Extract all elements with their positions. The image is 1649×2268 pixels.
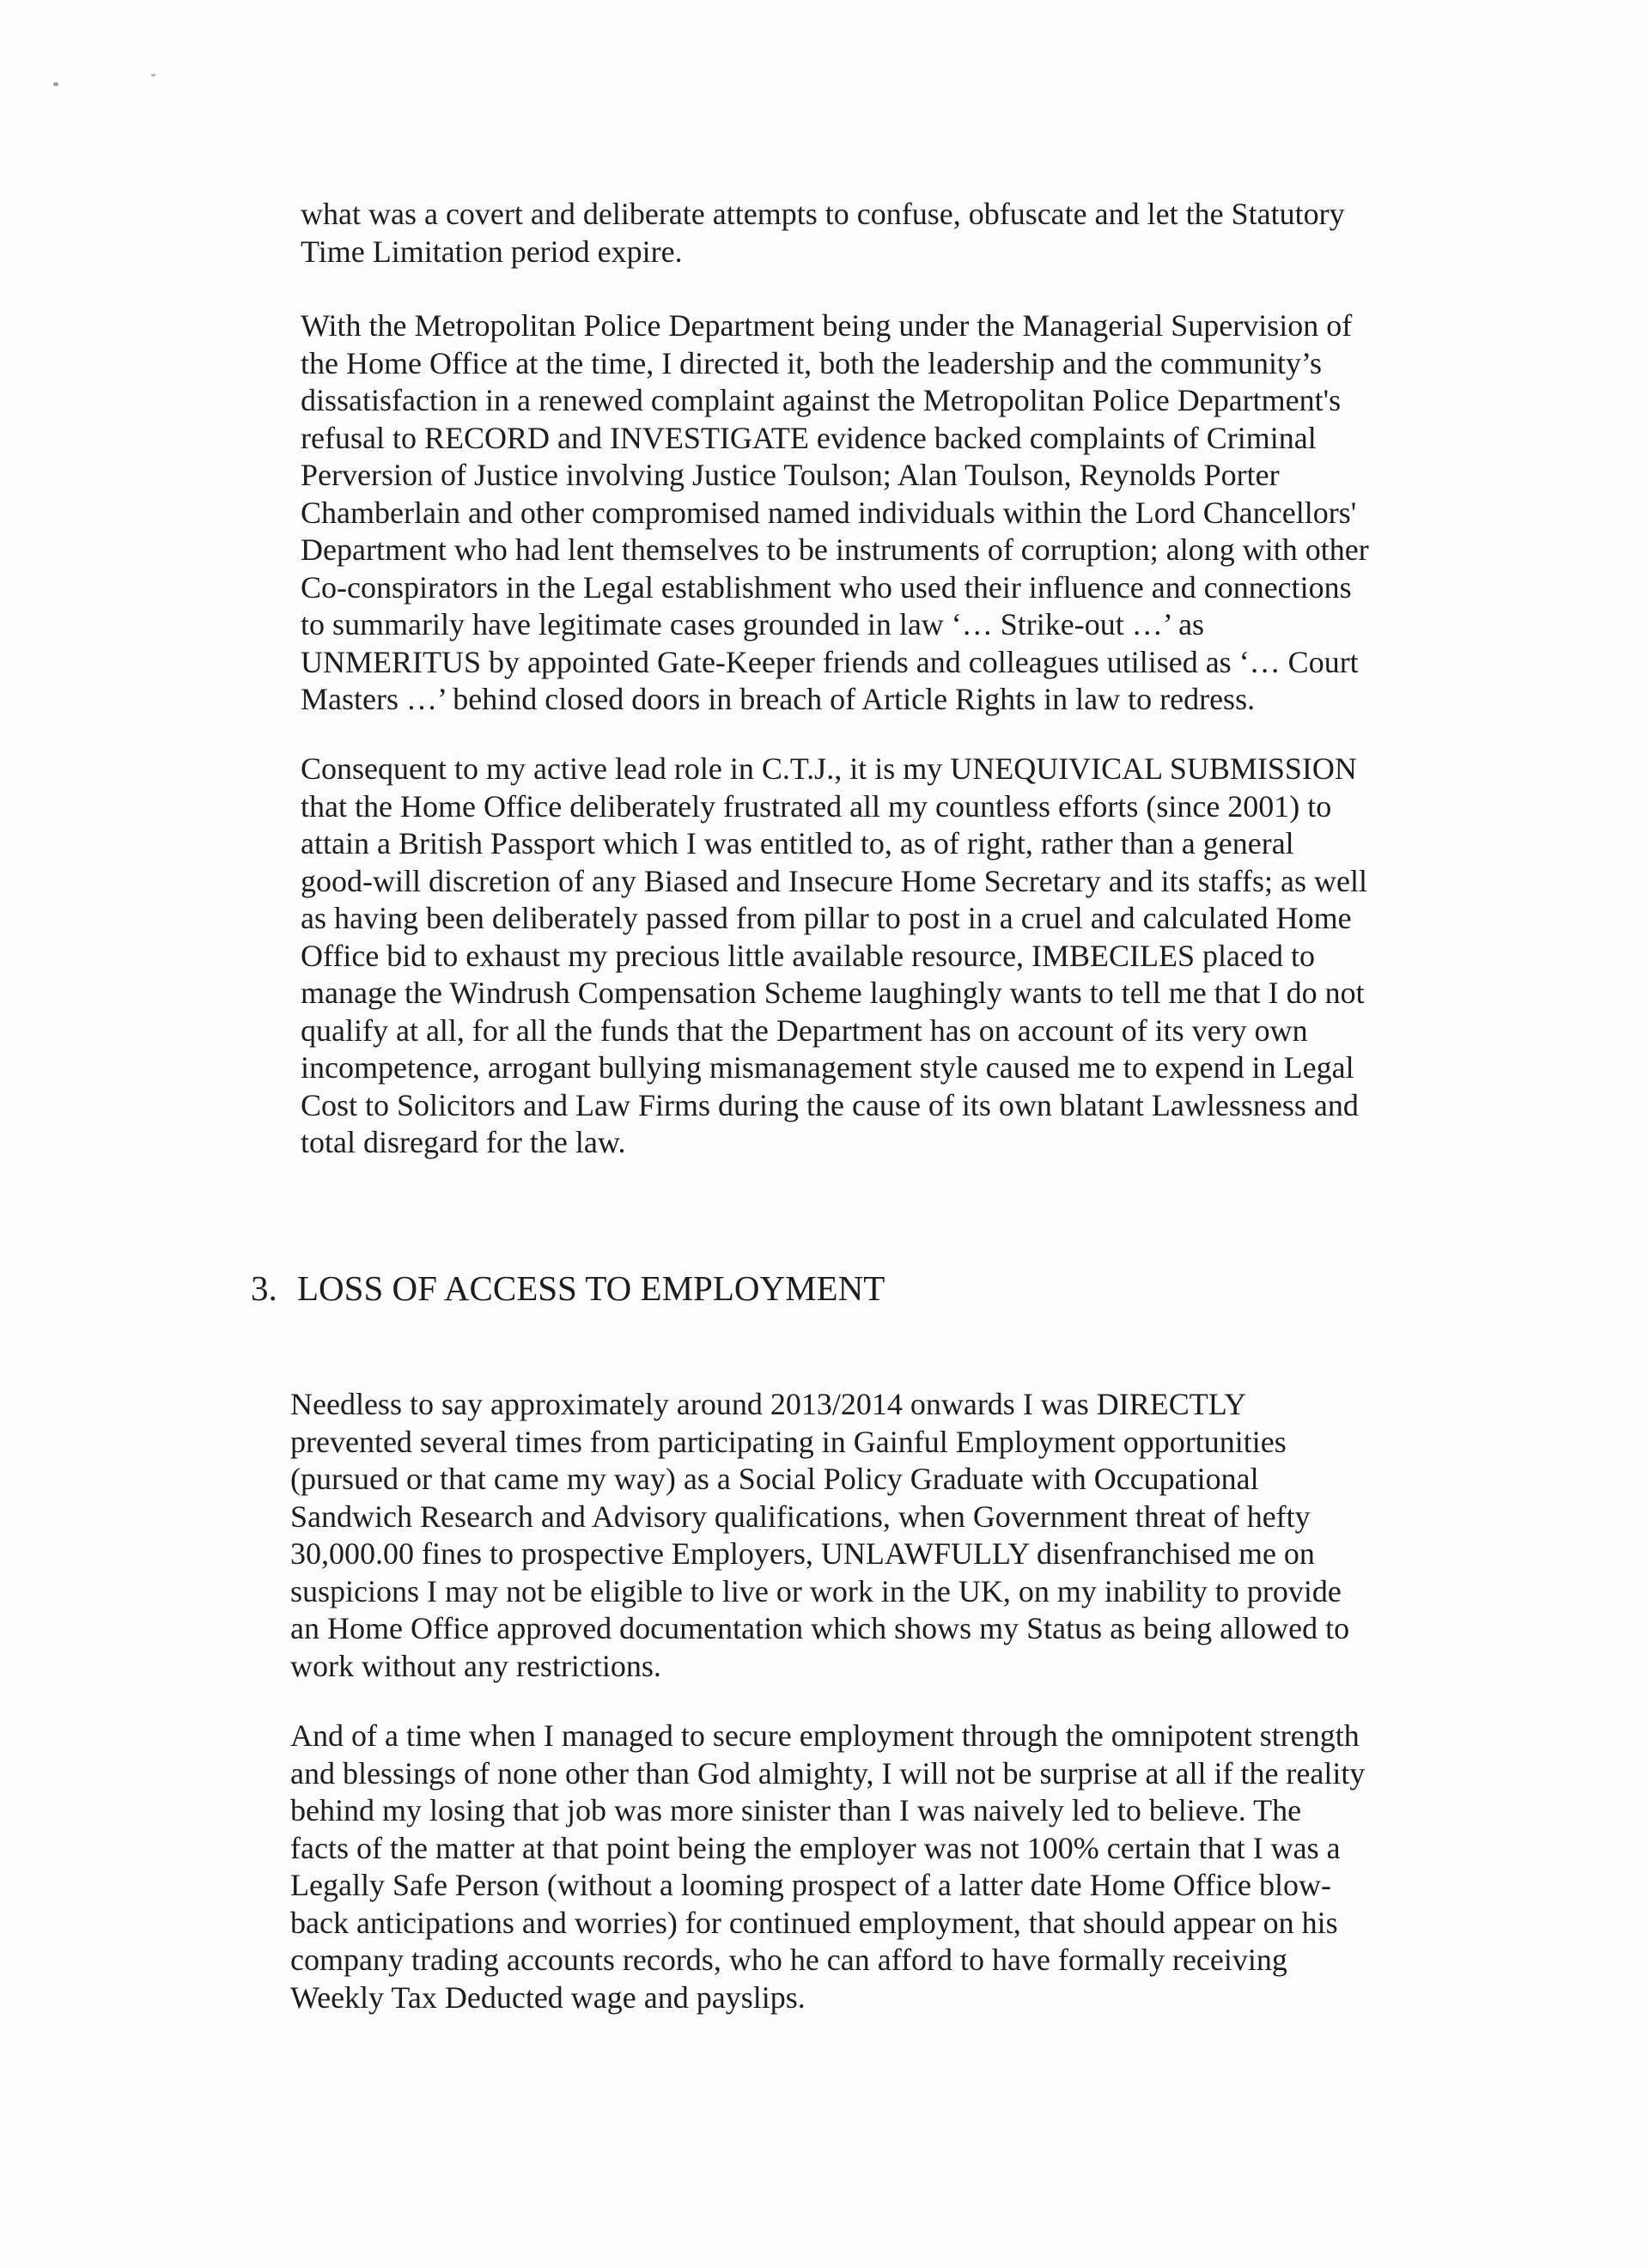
text-line: and blessings of none other than God almighty, I will not be surprise at all if the reality: [290, 1755, 1366, 1791]
text-line: to summarily have legitimate cases grounded in law ‘… Strike-out …’ as: [301, 607, 1205, 641]
text-line: Time Limitation period expire.: [301, 234, 683, 269]
text-line: prevented several times from participating in Gainful Employment opportunities: [290, 1424, 1287, 1459]
text-line: dissatisfaction in a renewed complaint against the Metropolitan Police Department's: [301, 383, 1342, 417]
text-line: that the Home Office deliberately frustrated all my countless efforts (since 2001) to: [301, 788, 1332, 824]
text-line: Department who had lent themselves to be instruments of corruption; along with other: [301, 532, 1369, 567]
text-line: refusal to RECORD and INVESTIGATE evidence backed complaints of Criminal: [301, 420, 1317, 455]
text-line: 30,000.00 fines to prospective Employers, UNLAWFULLY disenfranchised me on: [290, 1536, 1315, 1571]
text-line: manage the Windrush Compensation Scheme laughingly wants to tell me that I do not: [301, 976, 1365, 1010]
text-line: Consequent to my active lead role in C.T.J., it is my UNEQUIVICAL SUBMISSION: [301, 751, 1357, 786]
scan-speck: [151, 74, 155, 76]
text-line: With the Metropolitan Police Department being under the Managerial Supervision of: [301, 308, 1353, 343]
paragraph-continuation: [301, 196, 1345, 271]
section-number: 3.: [251, 1268, 277, 1308]
text-line: Weekly Tax Deducted wage and payslips.: [290, 1979, 806, 2015]
text-line: Legally Safe Person (without a looming prospect of a latter date Home Office blow-: [290, 1868, 1331, 1902]
text-line: back anticipations and worries) for continued employment, that should appear on his: [290, 1905, 1338, 1940]
text-line: good-will discretion of any Biased and Insecure Home Secretary and its staffs; as well: [301, 863, 1367, 898]
section-heading: [251, 1262, 885, 1314]
text-line: the Home Office at the time, I directed it, both the leadership and the community’s: [301, 345, 1322, 380]
text-line: behind my losing that job was more sinister than I was naively led to believe. The: [290, 1793, 1302, 1827]
text-line: (pursued or that came my way) as a Social Policy Graduate with Occupational: [290, 1462, 1259, 1496]
paragraph-home-office-passport: [301, 751, 1367, 1162]
text-line: facts of the matter at that point being the employer was not 100% certain that I was a: [290, 1830, 1341, 1865]
text-line: incompetence, arrogant bullying mismanagement style caused me to expend in Legal: [301, 1050, 1354, 1085]
text-line: Co-conspirators in the Legal establishment who used their influence and connections: [301, 569, 1352, 605]
text-line: company trading accounts records, who he can afford to have formally receiving: [290, 1943, 1287, 1977]
text-line: Masters …’ behind closed doors in breach of Article Rights in law to redress.: [301, 682, 1256, 716]
text-line: UNMERITUS by appointed Gate-Keeper friends and colleagues utilised as ‘… Court: [301, 644, 1359, 679]
text-line: work without any restrictions.: [290, 1648, 661, 1683]
text-line: qualify at all, for all the funds that the Department has on account of its very own: [301, 1012, 1308, 1048]
text-line: Chamberlain and other compromised named individuals within the Lord Chancellors': [301, 495, 1357, 530]
text-line: Office bid to exhaust my precious little available resource, IMBECILES placed to: [301, 938, 1315, 973]
text-line: Sandwich Research and Advisory qualifications, when Government threat of hefty: [290, 1499, 1311, 1534]
paragraph-employment-prevented: [290, 1386, 1349, 1685]
section-title: LOSS OF ACCESS TO EMPLOYMENT: [297, 1268, 885, 1308]
text-line: Perversion of Justice involving Justice Toulson; Alan Toulson, Reynolds Porter: [301, 458, 1280, 492]
paragraph-job-loss: [290, 1718, 1365, 2016]
text-line: as having been deliberately passed from pillar to post in a cruel and calculated Home: [301, 901, 1352, 935]
text-line: Needless to say approximately around 2013/2014 onwards I was DIRECTLY: [290, 1387, 1247, 1421]
scan-speck: [53, 82, 58, 86]
text-line: attain a British Passport which I was entitled to, as of right, rather than a general: [301, 826, 1294, 860]
paragraph-met-police-complaint: [301, 307, 1369, 719]
text-line: Cost to Solicitors and Law Firms during the cause of its own blatant Lawlessness and: [301, 1087, 1359, 1122]
text-line: an Home Office approved documentation which shows my Status as being allowed to: [290, 1611, 1350, 1645]
text-line: what was a covert and deliberate attempts to confuse, obfuscate and let the Statutory: [301, 197, 1345, 231]
text-line: suspicions I may not be eligible to live or work in the UK, on my inability to provide: [290, 1573, 1342, 1608]
text-line: And of a time when I managed to secure employment through the omnipotent strength: [290, 1718, 1360, 1753]
text-line: total disregard for the law.: [301, 1125, 626, 1159]
